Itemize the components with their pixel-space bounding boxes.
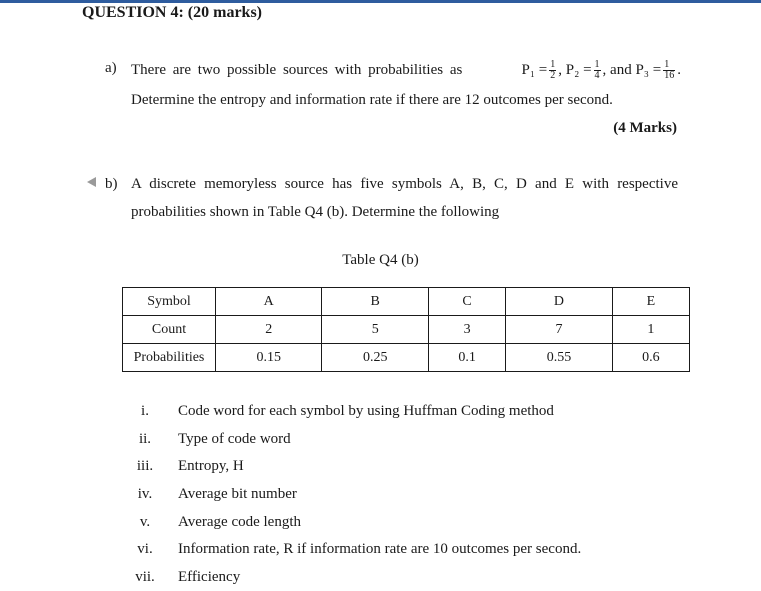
table-cell: 1 — [612, 316, 689, 344]
table-row-count — [123, 316, 690, 344]
part-a-marks: (4 Marks) — [613, 120, 677, 136]
table-cell: E — [612, 288, 689, 316]
part-a-text-start: There are two possible sources with probabilities as — [131, 62, 463, 78]
list-item-number: vii. — [135, 569, 155, 585]
p2-label: , P₂ = — [558, 62, 592, 78]
list-item-number: i. — [141, 403, 149, 419]
list-item-number: v. — [139, 514, 151, 530]
table-cell: Symbol — [123, 288, 216, 316]
table-row-symbol — [123, 288, 690, 316]
p3-denominator: 16 — [664, 70, 675, 81]
list-item-text: Code word for each symbol by using Huffman Coding method — [178, 403, 554, 419]
list-item-number: iv. — [137, 486, 153, 502]
p3-label: , and P₃ = — [602, 62, 662, 78]
list-item-text: Average bit number — [178, 486, 297, 502]
part-a-line1 — [131, 60, 681, 81]
p3-numerator: 1 — [663, 60, 675, 71]
list-item-text: Entropy, H — [178, 458, 244, 474]
list-item-text: Type of code word — [178, 431, 291, 447]
p2-fraction — [594, 60, 601, 81]
table-cell: 2 — [216, 316, 322, 344]
table-cell: 0.1 — [428, 344, 505, 372]
list-item-text: Efficiency — [178, 569, 241, 585]
p2-numerator: 1 — [594, 59, 600, 70]
p1-numerator: 1 — [550, 59, 556, 70]
table-cell: 0.15 — [216, 344, 322, 372]
list-item-text: Average code length — [178, 514, 301, 530]
part-a-text-end: . — [677, 62, 681, 78]
p2-denominator: 4 — [594, 70, 600, 81]
p1-label: P₁ = — [521, 62, 548, 78]
part-a-label: a) — [105, 60, 117, 76]
table-cell: 7 — [506, 316, 612, 344]
part-b-label: b) — [105, 176, 118, 192]
part-b-line1: A discrete memoryless source has five symbols A, B, C, D and E with respective — [131, 176, 678, 192]
question-title: QUESTION 4: (20 marks) — [82, 4, 263, 21]
list-item-number: iii. — [136, 458, 154, 474]
part-a-line2: Determine the entropy and information rate if there are 12 outcomes per second. — [131, 92, 613, 108]
p1-fraction — [549, 60, 556, 81]
p3-fraction — [663, 60, 675, 81]
table-caption: Table Q4 (b) — [342, 252, 419, 268]
table-cell: Count — [123, 316, 216, 344]
table-cell: 5 — [322, 316, 428, 344]
top-border — [0, 0, 761, 3]
list-item-text: Information rate, R if information rate are 10 outcomes per second. — [178, 541, 582, 557]
table-cell: 0.6 — [612, 344, 689, 372]
table-row-probabilities — [123, 344, 690, 372]
list-item-number: vi. — [137, 541, 153, 557]
table-cell: C — [428, 288, 505, 316]
table-cell: Probabilities — [123, 344, 216, 372]
table-cell: B — [322, 288, 428, 316]
table-cell: 3 — [428, 316, 505, 344]
collapse-triangle-icon[interactable] — [87, 177, 96, 187]
probabilities-expression — [521, 60, 681, 81]
table-cell: A — [216, 288, 322, 316]
table-q4b — [122, 287, 690, 372]
table-cell: 0.55 — [506, 344, 612, 372]
list-item-number: ii. — [138, 431, 152, 447]
p1-denominator: 2 — [550, 70, 556, 81]
table-cell: D — [506, 288, 612, 316]
part-b-line2: probabilities shown in Table Q4 (b). Determine the following — [131, 204, 500, 220]
table-cell: 0.25 — [322, 344, 428, 372]
